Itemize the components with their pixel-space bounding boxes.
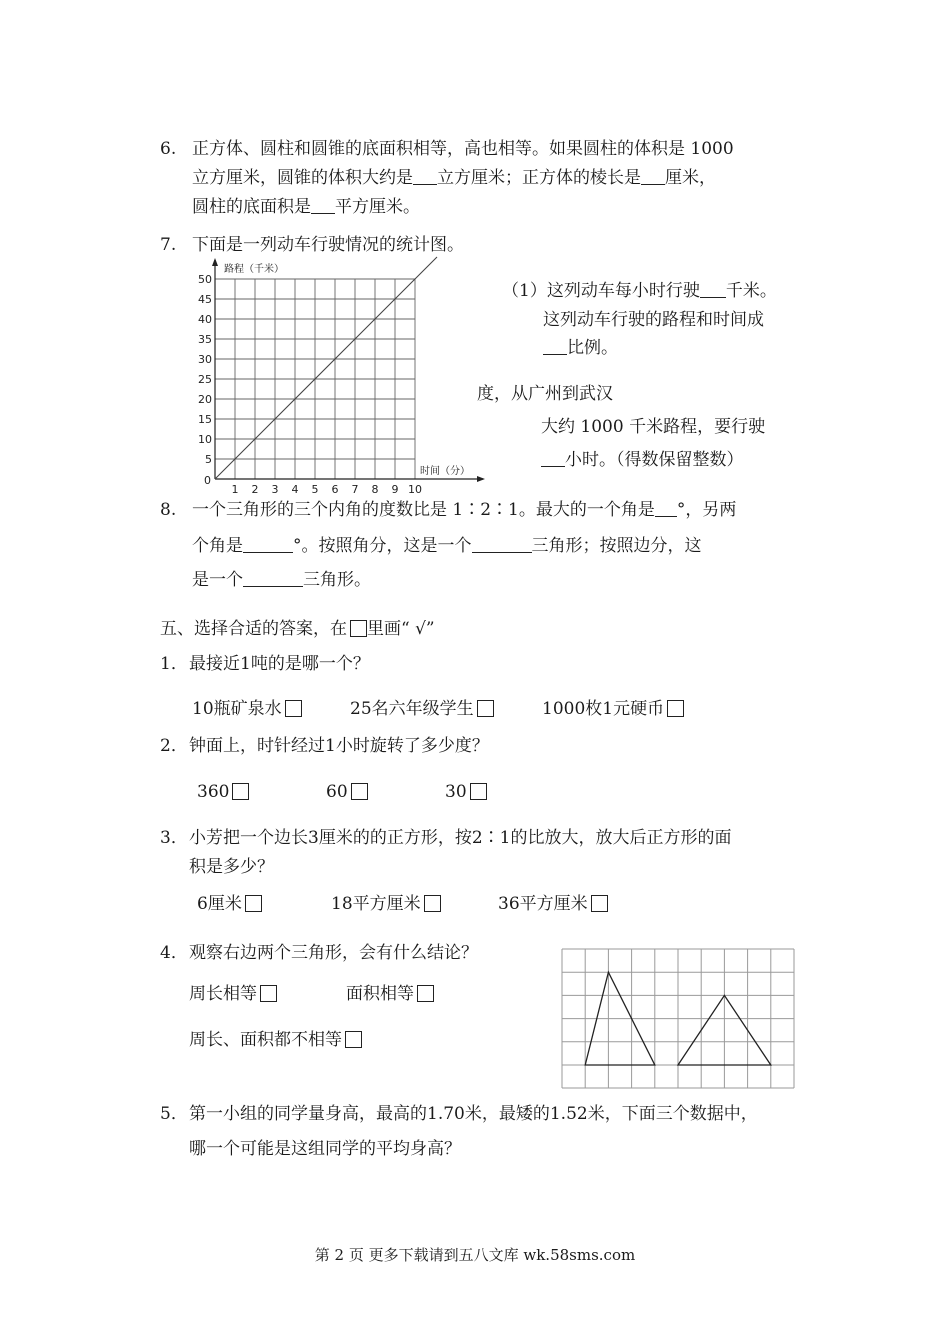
q6-blank-base-area[interactable]: [311, 213, 335, 214]
s5-q5-number: 5．: [160, 1104, 188, 1124]
x-tick-label: 6: [331, 483, 339, 496]
checkbox[interactable]: [591, 895, 608, 912]
q6-line2: 立方厘米，圆锥的体积大约是 立方厘米；正方体的棱长是 厘米，: [192, 168, 716, 188]
s5-q2-option-1: 360: [197, 783, 249, 801]
train-distance-chart: [195, 256, 485, 496]
q7-number: 7.: [160, 235, 177, 255]
q7-sub2-line1: 度，从广州到武汉: [477, 384, 613, 404]
y-tick-label: 40: [198, 313, 212, 326]
q7-sub1-line2: 这列动车行驶的路程和时间成: [543, 310, 764, 330]
q6-blank-cone-volume[interactable]: [413, 184, 437, 185]
s5-q2-option-2: 60: [326, 783, 368, 801]
chart-series: [215, 257, 437, 479]
s5-q3-text2: 积是多少？: [189, 857, 274, 877]
q7-sub2-line2: 大约 1000 千米路程，要行驶: [541, 417, 766, 437]
q7-blank-proportion[interactable]: [543, 354, 567, 355]
checkbox[interactable]: [285, 700, 302, 717]
s5-q1-option-2: 25名六年级学生: [350, 700, 494, 718]
s5-q4-option-1: 周长相等: [189, 985, 277, 1003]
s5-q1-number: 1．: [160, 654, 188, 674]
q7-sub2-line3: 小时。（得数保留整数）: [541, 452, 744, 469]
q8-blank-side-type[interactable]: [243, 586, 303, 587]
s5-q1-option-3: 1000枚1元硬币: [542, 700, 684, 718]
y-tick-label: 10: [198, 433, 212, 446]
q7-text: 下面是一列动车行驶情况的统计图。: [192, 235, 464, 255]
y-tick-label: 25: [198, 373, 212, 386]
q8-line3: 是一个 三角形。: [192, 570, 371, 590]
x-tick-label: 7: [351, 483, 359, 496]
q8-line2: 个角是 °。按照角分，这是一个 三角形；按照边分，这: [192, 536, 702, 556]
q6-blank-cube-edge[interactable]: [641, 184, 665, 185]
q7-blank-hours[interactable]: [541, 466, 565, 467]
checkbox[interactable]: [424, 895, 441, 912]
s5-q5-text2: 哪一个可能是这组同学的平均身高？: [189, 1139, 461, 1159]
triangles-grid-figure: [561, 948, 797, 1091]
s5-q3-option-2: 18平方厘米: [331, 895, 441, 913]
page-footer: 第 2 页 更多下载请到五八文库 wk.58sms.com: [314, 1246, 636, 1264]
checkbox[interactable]: [260, 985, 277, 1002]
q7-sub1-line3: 比例。: [543, 340, 618, 357]
q8-blank-other-angles[interactable]: [243, 552, 293, 553]
y-tick-label: 50: [198, 273, 212, 286]
x-tick-label: 8: [371, 483, 379, 496]
series-line: [215, 257, 437, 479]
checkbox[interactable]: [477, 700, 494, 717]
chart-axes: [212, 258, 485, 482]
y-tick-label: 20: [198, 393, 212, 406]
s5-q4-option-3: 周长、面积都不相等: [189, 1031, 362, 1049]
x-tick-label: 5: [311, 483, 319, 496]
chart-y-label: 路程（千米）: [224, 264, 284, 275]
q8-blank-angle-type[interactable]: [472, 552, 532, 553]
q8-blank-largest-angle[interactable]: [655, 516, 677, 517]
q6-number: 6.: [160, 139, 177, 159]
x-tick-label: 3: [271, 483, 279, 496]
checkbox[interactable]: [345, 1031, 362, 1048]
y-axis-arrow-icon: [212, 258, 218, 266]
s5-q3-option-3: 36平方厘米: [498, 895, 608, 913]
s5-q2-text: 钟面上，时针经过1小时旋转了多少度？: [189, 736, 489, 756]
checkbox[interactable]: [667, 700, 684, 717]
x-tick-label: 0: [204, 474, 211, 487]
s5-q1-text: 最接近1吨的是哪一个？: [189, 654, 370, 674]
s5-q4-option-2: 面积相等: [346, 985, 434, 1003]
y-tick-label: 30: [198, 353, 212, 366]
sample-checkbox-icon: [350, 620, 367, 637]
checkbox[interactable]: [351, 783, 368, 800]
chart-x-label: 时间（分）: [420, 466, 470, 477]
section5-heading: 五、选择合适的答案，在 里画“ √”: [160, 619, 435, 639]
s5-q3-text: 小芳把一个边长3厘米的的正方形，按2∶1的比放大，放大后正方形的面: [189, 828, 732, 848]
x-tick-label: 4: [291, 483, 299, 496]
q7-blank-speed[interactable]: [700, 297, 726, 298]
q6-line3: 圆柱的底面积是 平方厘米。: [192, 197, 420, 217]
q8-number: 8.: [160, 500, 177, 520]
q6-line1: 正方体、圆柱和圆锥的底面积相等，高也相等。如果圆柱的体积是 1000: [192, 139, 734, 159]
x-tick-label: 9: [391, 483, 399, 496]
checkbox[interactable]: [232, 783, 249, 800]
s5-q5-text: 第一小组的同学量身高，最高的1.70米，最矮的1.52米，下面三个数据中，: [189, 1104, 758, 1124]
checkbox[interactable]: [417, 985, 434, 1002]
s5-q3-number: 3．: [160, 828, 188, 848]
y-tick-label: 45: [198, 293, 212, 306]
y-tick-label: 5: [205, 453, 212, 466]
s5-q3-option-1: 6厘米: [197, 895, 262, 913]
q8-line1: 一个三角形的三个内角的度数比是 1∶2∶1。最大的一个角是 °，另两: [192, 500, 737, 520]
x-tick-label: 2: [251, 483, 259, 496]
x-tick-label: 1: [231, 483, 239, 496]
y-tick-label: 15: [198, 413, 212, 426]
x-axis-arrow-icon: [477, 476, 485, 482]
x-tick-label: 10: [408, 483, 422, 496]
s5-q2-number: 2．: [160, 736, 188, 756]
y-tick-label: 35: [198, 333, 212, 346]
s5-q4-number: 4．: [160, 943, 188, 963]
s5-q1-option-1: 10瓶矿泉水: [192, 700, 302, 718]
q7-sub1-line1: （1）这列动车每小时行驶 千米。: [502, 281, 777, 301]
checkbox[interactable]: [470, 783, 487, 800]
checkbox[interactable]: [245, 895, 262, 912]
s5-q4-text: 观察右边两个三角形，会有什么结论？: [189, 943, 478, 963]
s5-q2-option-3: 30: [445, 783, 487, 801]
